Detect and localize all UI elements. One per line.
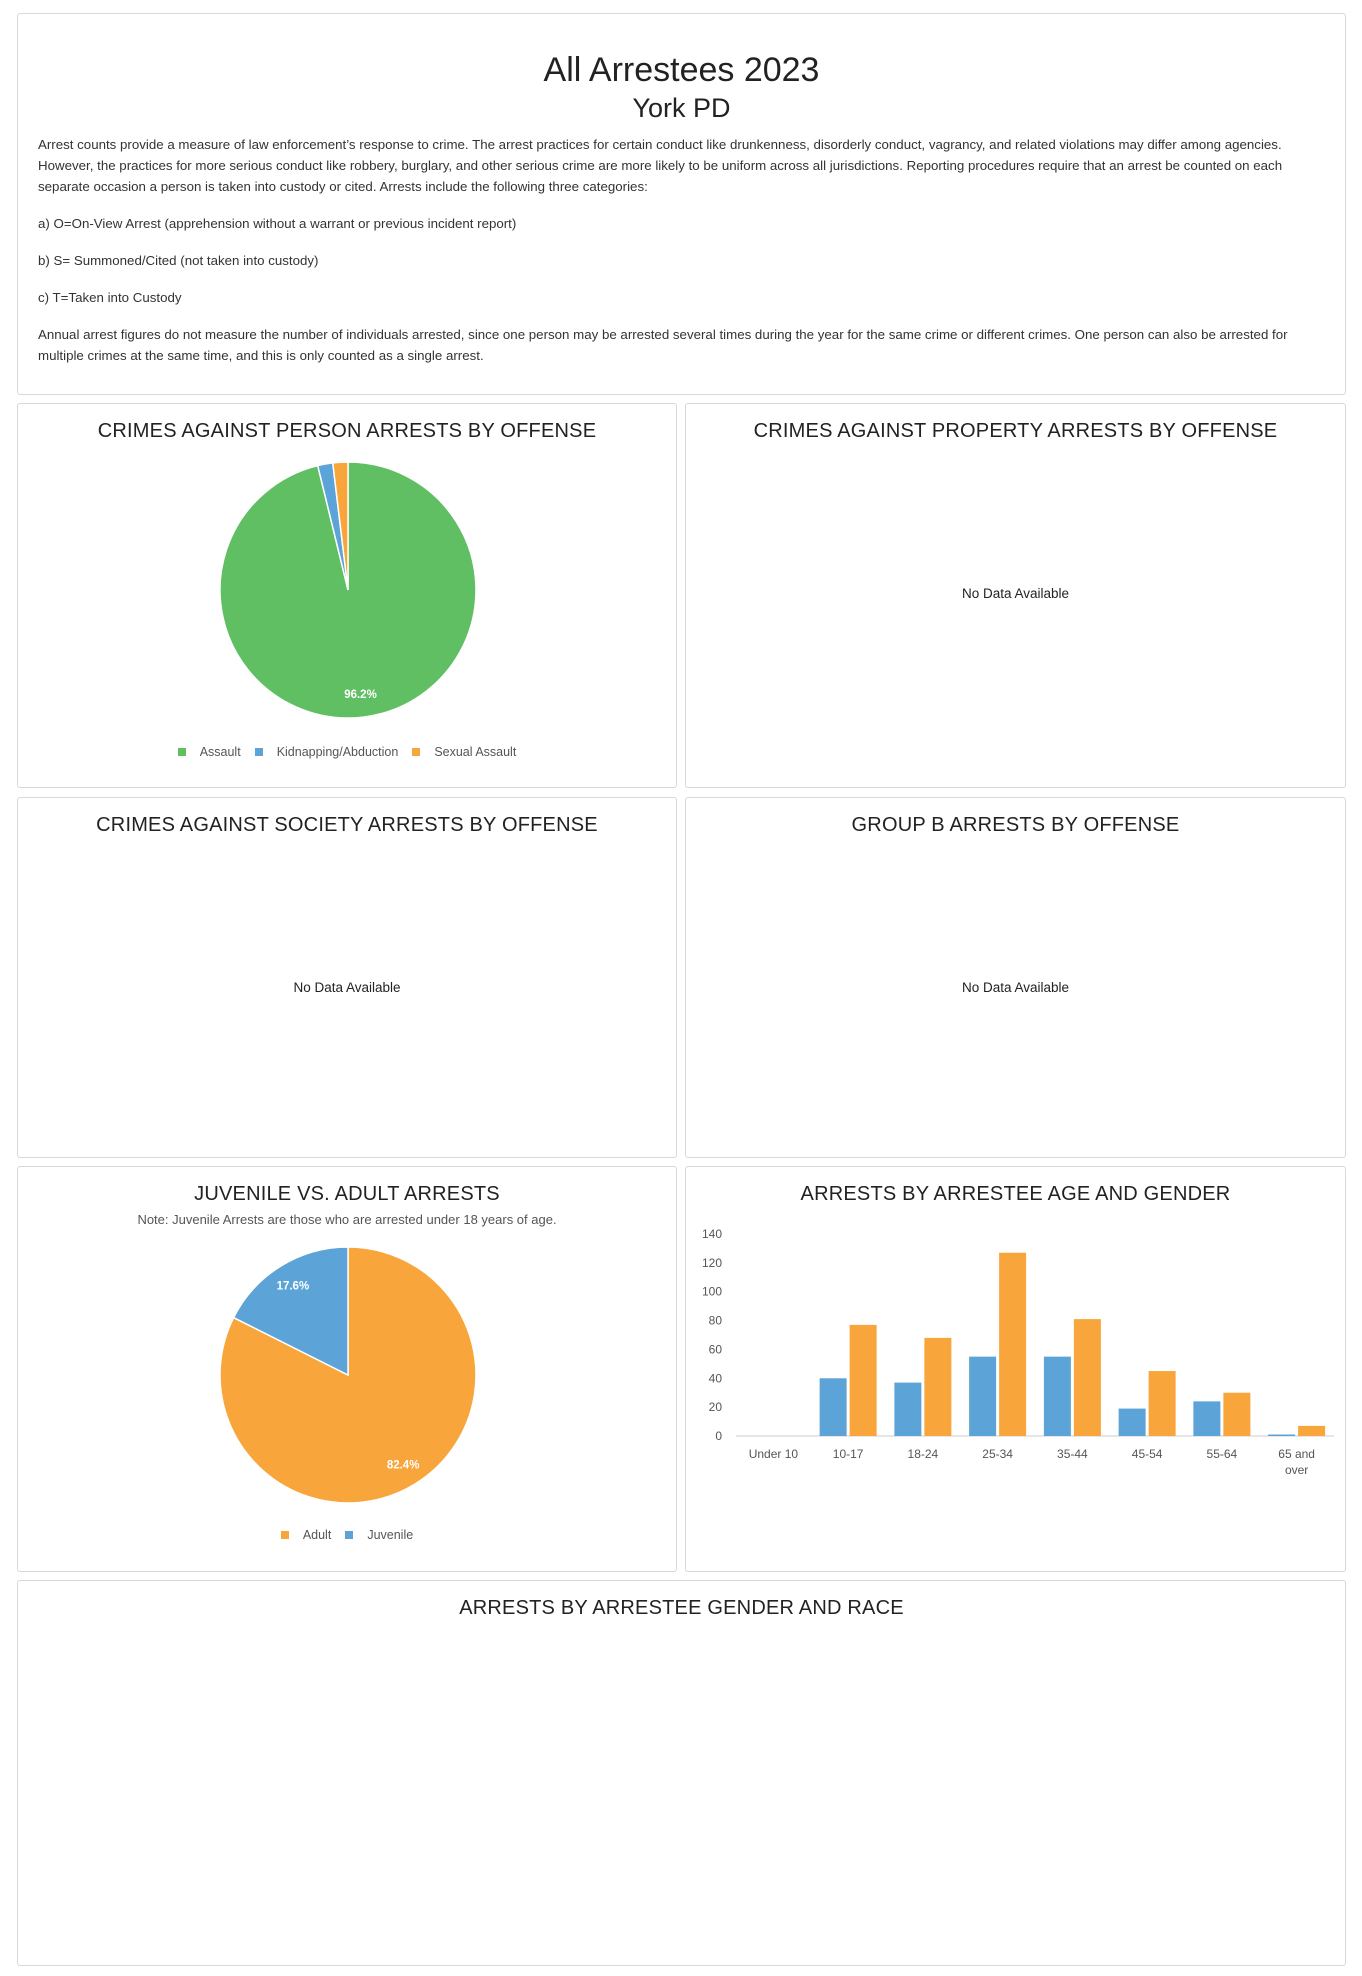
juvenile-pie-chart [18, 1167, 678, 1573]
bar-female-18-24[interactable] [894, 1383, 921, 1436]
y-tick-label: 20 [708, 1400, 722, 1415]
y-tick-label: 0 [715, 1429, 722, 1443]
intro-panel [17, 13, 1346, 395]
x-category-label: 18-24 [907, 1447, 939, 1461]
legend-swatch [178, 748, 186, 756]
pie-data-label: 96.2% [344, 689, 377, 702]
legend-item-adult[interactable] [281, 1528, 332, 1542]
bar-male-18-24[interactable] [924, 1338, 951, 1436]
panel-title: JUVENILE VS. ADULT ARRESTS [194, 1183, 500, 1205]
x-category-label: 35-44 [1057, 1447, 1088, 1461]
panel-title: CRIMES AGAINST PROPERTY ARRESTS BY OFFENSE [753, 420, 1278, 442]
x-category-label: 55-64 [1206, 1447, 1238, 1461]
legend-swatch [281, 1531, 289, 1539]
juvenile-adult-panel [17, 1166, 677, 1572]
intro-text [38, 134, 1325, 366]
person-arrests-panel [17, 403, 677, 788]
intro-paragraph: c) T=Taken into Custody [38, 290, 182, 305]
legend-item-juvenile[interactable] [345, 1528, 413, 1542]
x-category-label: 45-54 [1131, 1447, 1163, 1461]
pie-data-label: 82.4% [386, 1459, 420, 1472]
page-title: All Arrestees 2023 [543, 51, 820, 89]
panel-title: CRIMES AGAINST PERSON ARRESTS BY OFFENSE [97, 420, 597, 442]
legend-item-assault[interactable] [178, 745, 241, 759]
legend-label: Sexual Assault [434, 745, 517, 759]
y-tick-label: 140 [701, 1227, 722, 1241]
group-b-arrests-panel [685, 797, 1346, 1158]
legend-item-sexual-assault[interactable] [412, 745, 516, 759]
legend-label: Kidnapping/Abduction [276, 745, 399, 759]
x-category-label: 10-17 [832, 1447, 864, 1461]
bar-male-55-64[interactable] [1223, 1393, 1250, 1436]
legend-item-kidnapping-abduction[interactable] [255, 745, 399, 759]
no-data-message: No Data Available [961, 586, 1070, 601]
bar-female-35-44[interactable] [1044, 1357, 1071, 1436]
x-category-label: 25-34 [982, 1447, 1013, 1461]
person-legend [18, 745, 676, 759]
panel-title: ARRESTS BY ARRESTEE AGE AND GENDER [800, 1183, 1231, 1205]
x-category-label: 65 and over [1278, 1447, 1315, 1477]
y-tick-label: 60 [708, 1342, 722, 1357]
bar-female-10-17[interactable] [820, 1378, 847, 1436]
y-tick-label: 120 [701, 1255, 722, 1270]
legend-label: Juvenile [367, 1528, 414, 1542]
age-gender-bar-chart [686, 1167, 1347, 1573]
intro-paragraph: a) O=On-View Arrest (apprehension without a warrant or previous incident report) [38, 216, 517, 231]
legend-swatch [412, 748, 420, 756]
bar-male-65-and-over[interactable] [1298, 1426, 1325, 1436]
intro-paragraph: Arrest counts provide a measure of law enforcement’s response to crime. The arrest practices for certain conduct like drunkenness, disorderly conduct, vagrancy, and related violations may differ among agencies. However, the practices for more serious conduct like robbery, burglary, and other serious crime are more likely to be uniform across all jurisdictions. Reporting procedures require that an arrest be counted on each separate occasion a person is taken into custody or cited. Arrests include the following three categories: [38, 137, 1283, 194]
no-data-message: No Data Available [293, 980, 401, 995]
pie-data-label: 17.6% [276, 1280, 310, 1293]
panel-note: Note: Juvenile Arrests are those who are arrested under 18 years of age. [137, 1212, 557, 1227]
agency-name: York PD [632, 93, 731, 123]
property-arrests-panel [685, 403, 1346, 788]
intro-paragraph: b) S= Summoned/Cited (not taken into custody) [38, 253, 319, 268]
legend-swatch [255, 748, 263, 756]
legend-swatch [345, 1531, 353, 1539]
panel-title: GROUP B ARRESTS BY OFFENSE [851, 814, 1180, 836]
intro-paragraph: Annual arrest figures do not measure the number of individuals arrested, since one person may be arrested several times during the year for the same crime or different crimes. One person can also be arrested for multiple crimes at the same time, and this is only counted as a single arrest. [38, 327, 1288, 363]
legend-label: Assault [199, 745, 241, 759]
race-gender-bar-chart [18, 1581, 1347, 1967]
race-gender-panel [17, 1580, 1346, 1966]
age-gender-panel [685, 1166, 1346, 1572]
panel-title: ARRESTS BY ARRESTEE GENDER AND RACE [459, 1597, 904, 1619]
bar-male-25-34[interactable] [999, 1253, 1026, 1436]
juvenile-legend [18, 1528, 676, 1542]
bar-female-25-34[interactable] [969, 1357, 996, 1436]
bar-female-65-and-over[interactable] [1268, 1435, 1295, 1437]
bar-female-45-54[interactable] [1119, 1409, 1146, 1436]
panel-title: CRIMES AGAINST SOCIETY ARRESTS BY OFFENSE [96, 814, 598, 836]
y-tick-label: 100 [701, 1284, 722, 1299]
bar-male-35-44[interactable] [1074, 1319, 1101, 1436]
x-category-label: Under 10 [748, 1447, 799, 1461]
y-tick-label: 80 [708, 1313, 722, 1328]
no-data-message: No Data Available [961, 980, 1070, 995]
legend-label: Adult [302, 1528, 332, 1542]
y-tick-label: 40 [708, 1371, 722, 1386]
bar-male-10-17[interactable] [850, 1325, 877, 1436]
person-pie-chart [18, 404, 678, 789]
bar-female-55-64[interactable] [1193, 1401, 1220, 1436]
bar-male-45-54[interactable] [1149, 1371, 1176, 1436]
society-arrests-panel [17, 797, 677, 1158]
